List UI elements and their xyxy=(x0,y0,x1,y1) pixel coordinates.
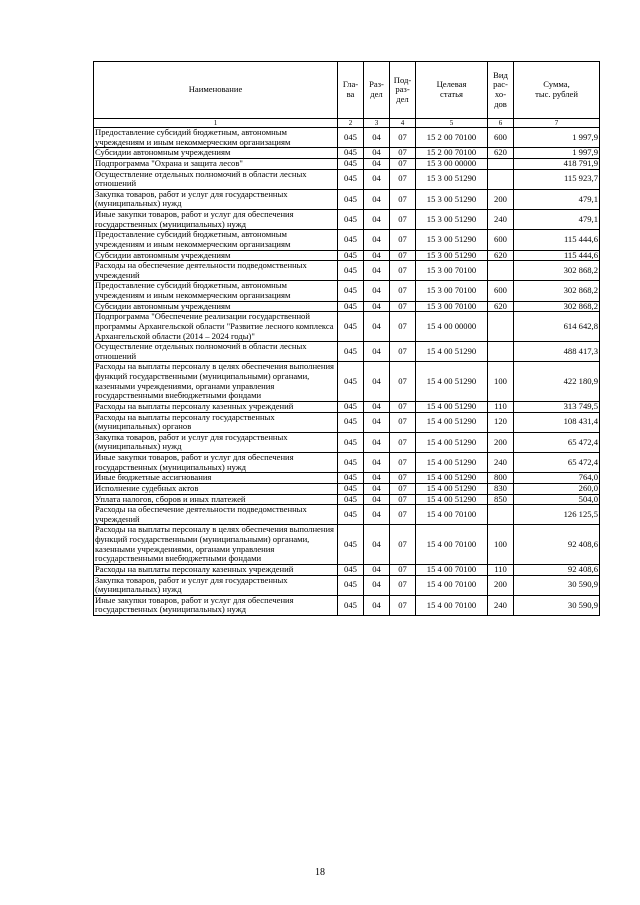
row-section: 04 xyxy=(364,210,390,230)
row-amount: 302 868,2 xyxy=(514,301,600,312)
row-subsection: 07 xyxy=(390,595,416,615)
table-row xyxy=(94,312,600,342)
row-section: 04 xyxy=(364,505,390,525)
table-row xyxy=(94,230,600,250)
table-row xyxy=(94,189,600,209)
row-target: 15 4 00 51290 xyxy=(416,483,488,494)
row-expense-type xyxy=(488,261,514,281)
row-target: 15 3 00 51290 xyxy=(416,210,488,230)
table-row xyxy=(94,148,600,159)
row-subsection: 07 xyxy=(390,230,416,250)
row-section: 04 xyxy=(364,575,390,595)
row-subsection: 07 xyxy=(390,169,416,189)
row-subsection: 07 xyxy=(390,210,416,230)
header-subsection: Под- раз- дел xyxy=(390,62,416,119)
row-name: Расходы на обеспечение деятельности подведомственных учреждений xyxy=(94,261,338,281)
row-expense-type: 100 xyxy=(488,525,514,565)
row-name: Закупка товаров, работ и услуг для государственных (муниципальных) нужд xyxy=(94,189,338,209)
table-row xyxy=(94,483,600,494)
table-row xyxy=(94,169,600,189)
table-row xyxy=(94,342,600,362)
row-amount: 30 590,9 xyxy=(514,595,600,615)
row-section: 04 xyxy=(364,281,390,301)
row-expense-type: 240 xyxy=(488,453,514,473)
row-amount: 1 997,9 xyxy=(514,128,600,148)
row-expense-type: 620 xyxy=(488,301,514,312)
row-amount: 115 923,7 xyxy=(514,169,600,189)
header-row xyxy=(94,62,600,119)
row-expense-type: 200 xyxy=(488,432,514,452)
row-amount: 126 125,5 xyxy=(514,505,600,525)
row-section: 04 xyxy=(364,473,390,484)
row-name: Предоставление субсидий бюджетным, автономным учреждениям и иным некоммерческим организациям xyxy=(94,128,338,148)
row-section: 04 xyxy=(364,564,390,575)
row-name: Подпрограмма "Обеспечение реализации государственной программы Архангельской области "Развитие лесного комплекса Архангельской области (2014 – 2024 годы)" xyxy=(94,312,338,342)
row-amount: 115 444,6 xyxy=(514,250,600,261)
row-subsection: 07 xyxy=(390,412,416,432)
row-expense-type: 800 xyxy=(488,473,514,484)
table-row xyxy=(94,128,600,148)
row-expense-type: 830 xyxy=(488,483,514,494)
row-target: 15 4 00 51290 xyxy=(416,494,488,505)
row-subsection: 07 xyxy=(390,525,416,565)
row-chapter: 045 xyxy=(338,148,364,159)
column-number: 1 xyxy=(94,119,338,128)
column-number: 5 xyxy=(416,119,488,128)
table-row xyxy=(94,432,600,452)
row-target: 15 4 00 51290 xyxy=(416,412,488,432)
row-subsection: 07 xyxy=(390,128,416,148)
row-amount: 1 997,9 xyxy=(514,148,600,159)
table-row xyxy=(94,158,600,169)
row-target: 15 4 00 70100 xyxy=(416,525,488,565)
row-expense-type: 200 xyxy=(488,189,514,209)
row-chapter: 045 xyxy=(338,505,364,525)
row-amount: 614 642,8 xyxy=(514,312,600,342)
table-body xyxy=(94,128,600,616)
row-name: Закупка товаров, работ и услуг для государственных (муниципальных) нужд xyxy=(94,575,338,595)
row-expense-type: 240 xyxy=(488,595,514,615)
row-name: Расходы на выплаты персоналу казенных учреждений xyxy=(94,564,338,575)
row-section: 04 xyxy=(364,342,390,362)
table-row xyxy=(94,473,600,484)
table-row xyxy=(94,362,600,402)
row-section: 04 xyxy=(364,261,390,281)
row-name: Иные закупки товаров, работ и услуг для обеспечения государственных (муниципальных) нужд xyxy=(94,210,338,230)
row-expense-type: 120 xyxy=(488,412,514,432)
row-chapter: 045 xyxy=(338,230,364,250)
row-amount: 418 791,9 xyxy=(514,158,600,169)
row-chapter: 045 xyxy=(338,432,364,452)
row-target: 15 3 00 70100 xyxy=(416,281,488,301)
row-chapter: 045 xyxy=(338,401,364,412)
row-expense-type: 600 xyxy=(488,281,514,301)
row-chapter: 045 xyxy=(338,564,364,575)
row-target: 15 4 00 70100 xyxy=(416,505,488,525)
row-target: 15 4 00 51290 xyxy=(416,432,488,452)
table-row xyxy=(94,575,600,595)
row-section: 04 xyxy=(364,230,390,250)
row-target: 15 3 00 51290 xyxy=(416,189,488,209)
row-subsection: 07 xyxy=(390,401,416,412)
table-row xyxy=(94,412,600,432)
row-subsection: 07 xyxy=(390,189,416,209)
row-target: 15 4 00 51290 xyxy=(416,362,488,402)
row-amount: 115 444,6 xyxy=(514,230,600,250)
row-amount: 260,0 xyxy=(514,483,600,494)
row-amount: 65 472,4 xyxy=(514,432,600,452)
row-target: 15 4 00 70100 xyxy=(416,595,488,615)
row-target: 15 4 00 00000 xyxy=(416,312,488,342)
table-row xyxy=(94,301,600,312)
row-expense-type: 100 xyxy=(488,362,514,402)
row-name: Осуществление отдельных полномочий в области лесных отношений xyxy=(94,169,338,189)
row-amount: 92 408,6 xyxy=(514,564,600,575)
row-chapter: 045 xyxy=(338,494,364,505)
row-subsection: 07 xyxy=(390,250,416,261)
row-chapter: 045 xyxy=(338,362,364,402)
row-name: Субсидии автономным учреждениям xyxy=(94,301,338,312)
row-amount: 302 868,2 xyxy=(514,261,600,281)
row-chapter: 045 xyxy=(338,158,364,169)
row-section: 04 xyxy=(364,595,390,615)
row-chapter: 045 xyxy=(338,483,364,494)
row-subsection: 07 xyxy=(390,505,416,525)
row-subsection: 07 xyxy=(390,473,416,484)
row-section: 04 xyxy=(364,525,390,565)
row-chapter: 045 xyxy=(338,261,364,281)
page-number: 18 xyxy=(315,867,325,878)
row-expense-type xyxy=(488,169,514,189)
column-number: 6 xyxy=(488,119,514,128)
column-number: 3 xyxy=(364,119,390,128)
row-name: Расходы на выплаты персоналу государственных (муниципальных) органов xyxy=(94,412,338,432)
row-subsection: 07 xyxy=(390,432,416,452)
row-expense-type: 240 xyxy=(488,210,514,230)
row-name: Подпрограмма "Охрана и защита лесов" xyxy=(94,158,338,169)
row-subsection: 07 xyxy=(390,281,416,301)
row-amount: 313 749,5 xyxy=(514,401,600,412)
row-expense-type: 110 xyxy=(488,401,514,412)
row-name: Осуществление отдельных полномочий в области лесных отношений xyxy=(94,342,338,362)
row-chapter: 045 xyxy=(338,281,364,301)
row-subsection: 07 xyxy=(390,575,416,595)
row-name: Расходы на выплаты персоналу в целях обеспечения выполнения функций государственными (муниципальными) органами, казенными учреждениями, органами управления государственными внебюджетными фондами xyxy=(94,362,338,402)
row-name: Субсидии автономным учреждениям xyxy=(94,250,338,261)
row-chapter: 045 xyxy=(338,575,364,595)
row-amount: 488 417,3 xyxy=(514,342,600,362)
header-section: Раз- дел xyxy=(364,62,390,119)
row-subsection: 07 xyxy=(390,312,416,342)
row-name: Исполнение судебных актов xyxy=(94,483,338,494)
row-name: Закупка товаров, работ и услуг для государственных (муниципальных) нужд xyxy=(94,432,338,452)
row-section: 04 xyxy=(364,362,390,402)
row-name: Расходы на выплаты персоналу в целях обеспечения выполнения функций государственными (муниципальными) органами, казенными учреждениями, органами управления государственными внебюджетными фондами xyxy=(94,525,338,565)
row-target: 15 2 00 70100 xyxy=(416,148,488,159)
row-amount: 65 472,4 xyxy=(514,453,600,473)
row-target: 15 4 00 51290 xyxy=(416,401,488,412)
row-chapter: 045 xyxy=(338,301,364,312)
row-expense-type xyxy=(488,342,514,362)
row-section: 04 xyxy=(364,494,390,505)
row-chapter: 045 xyxy=(338,210,364,230)
row-expense-type xyxy=(488,158,514,169)
row-name: Предоставление субсидий бюджетным, автономным учреждениям и иным некоммерческим организациям xyxy=(94,281,338,301)
header-amount: Сумма, тыс. рублей xyxy=(514,62,600,119)
row-section: 04 xyxy=(364,158,390,169)
row-amount: 108 431,4 xyxy=(514,412,600,432)
row-chapter: 045 xyxy=(338,473,364,484)
row-chapter: 045 xyxy=(338,595,364,615)
row-target: 15 4 00 51290 xyxy=(416,473,488,484)
row-subsection: 07 xyxy=(390,494,416,505)
row-expense-type: 110 xyxy=(488,564,514,575)
row-expense-type: 620 xyxy=(488,250,514,261)
row-chapter: 045 xyxy=(338,312,364,342)
row-section: 04 xyxy=(364,401,390,412)
header-name: Наименование xyxy=(94,62,338,119)
row-section: 04 xyxy=(364,301,390,312)
row-target: 15 4 00 70100 xyxy=(416,564,488,575)
table-row xyxy=(94,210,600,230)
column-number: 7 xyxy=(514,119,600,128)
row-target: 15 4 00 51290 xyxy=(416,342,488,362)
row-name: Уплата налогов, сборов и иных платежей xyxy=(94,494,338,505)
table-row xyxy=(94,453,600,473)
row-subsection: 07 xyxy=(390,158,416,169)
row-expense-type: 200 xyxy=(488,575,514,595)
row-chapter: 045 xyxy=(338,189,364,209)
row-name: Расходы на обеспечение деятельности подведомственных учреждений xyxy=(94,505,338,525)
row-expense-type xyxy=(488,505,514,525)
table-row xyxy=(94,401,600,412)
row-chapter: 045 xyxy=(338,169,364,189)
row-name: Иные бюджетные ассигнования xyxy=(94,473,338,484)
row-section: 04 xyxy=(364,169,390,189)
row-chapter: 045 xyxy=(338,250,364,261)
row-chapter: 045 xyxy=(338,453,364,473)
row-amount: 479,1 xyxy=(514,210,600,230)
table-row xyxy=(94,494,600,505)
row-chapter: 045 xyxy=(338,412,364,432)
row-target: 15 3 00 70100 xyxy=(416,301,488,312)
row-name: Предоставление субсидий бюджетным, автономным учреждениям и иным некоммерческим организациям xyxy=(94,230,338,250)
row-amount: 764,0 xyxy=(514,473,600,484)
row-chapter: 045 xyxy=(338,525,364,565)
row-section: 04 xyxy=(364,483,390,494)
row-section: 04 xyxy=(364,453,390,473)
row-expense-type xyxy=(488,312,514,342)
row-target: 15 4 00 51290 xyxy=(416,453,488,473)
row-amount: 30 590,9 xyxy=(514,575,600,595)
row-section: 04 xyxy=(364,128,390,148)
row-subsection: 07 xyxy=(390,483,416,494)
row-amount: 422 180,9 xyxy=(514,362,600,402)
row-target: 15 3 00 00000 xyxy=(416,158,488,169)
row-section: 04 xyxy=(364,148,390,159)
row-section: 04 xyxy=(364,312,390,342)
table-row xyxy=(94,281,600,301)
row-expense-type: 620 xyxy=(488,148,514,159)
budget-table xyxy=(93,61,600,616)
row-name: Иные закупки товаров, работ и услуг для обеспечения государственных (муниципальных) нужд xyxy=(94,595,338,615)
row-expense-type: 600 xyxy=(488,230,514,250)
row-chapter: 045 xyxy=(338,128,364,148)
table-row xyxy=(94,595,600,615)
row-name: Субсидии автономным учреждениям xyxy=(94,148,338,159)
row-section: 04 xyxy=(364,250,390,261)
row-section: 04 xyxy=(364,432,390,452)
table-row xyxy=(94,250,600,261)
row-subsection: 07 xyxy=(390,453,416,473)
row-target: 15 3 00 70100 xyxy=(416,261,488,281)
row-name: Иные закупки товаров, работ и услуг для обеспечения государственных (муниципальных) нужд xyxy=(94,453,338,473)
row-section: 04 xyxy=(364,412,390,432)
column-number: 4 xyxy=(390,119,416,128)
header-expense-type: Вид рас- хо- дов xyxy=(488,62,514,119)
row-name: Расходы на выплаты персоналу казенных учреждений xyxy=(94,401,338,412)
table-row xyxy=(94,505,600,525)
row-target: 15 3 00 51290 xyxy=(416,230,488,250)
header-target: Целевая статья xyxy=(416,62,488,119)
row-target: 15 4 00 70100 xyxy=(416,575,488,595)
header-chapter: Гла- ва xyxy=(338,62,364,119)
column-number: 2 xyxy=(338,119,364,128)
row-target: 15 2 00 70100 xyxy=(416,128,488,148)
row-subsection: 07 xyxy=(390,261,416,281)
row-amount: 479,1 xyxy=(514,189,600,209)
row-amount: 92 408,6 xyxy=(514,525,600,565)
row-section: 04 xyxy=(364,189,390,209)
table-row xyxy=(94,261,600,281)
row-subsection: 07 xyxy=(390,362,416,402)
table-row xyxy=(94,525,600,565)
row-subsection: 07 xyxy=(390,564,416,575)
row-chapter: 045 xyxy=(338,342,364,362)
row-subsection: 07 xyxy=(390,148,416,159)
row-target: 15 3 00 51290 xyxy=(416,169,488,189)
row-expense-type: 600 xyxy=(488,128,514,148)
row-amount: 302 868,2 xyxy=(514,281,600,301)
row-amount: 504,0 xyxy=(514,494,600,505)
row-subsection: 07 xyxy=(390,301,416,312)
row-expense-type: 850 xyxy=(488,494,514,505)
row-subsection: 07 xyxy=(390,342,416,362)
row-target: 15 3 00 51290 xyxy=(416,250,488,261)
table-row xyxy=(94,564,600,575)
